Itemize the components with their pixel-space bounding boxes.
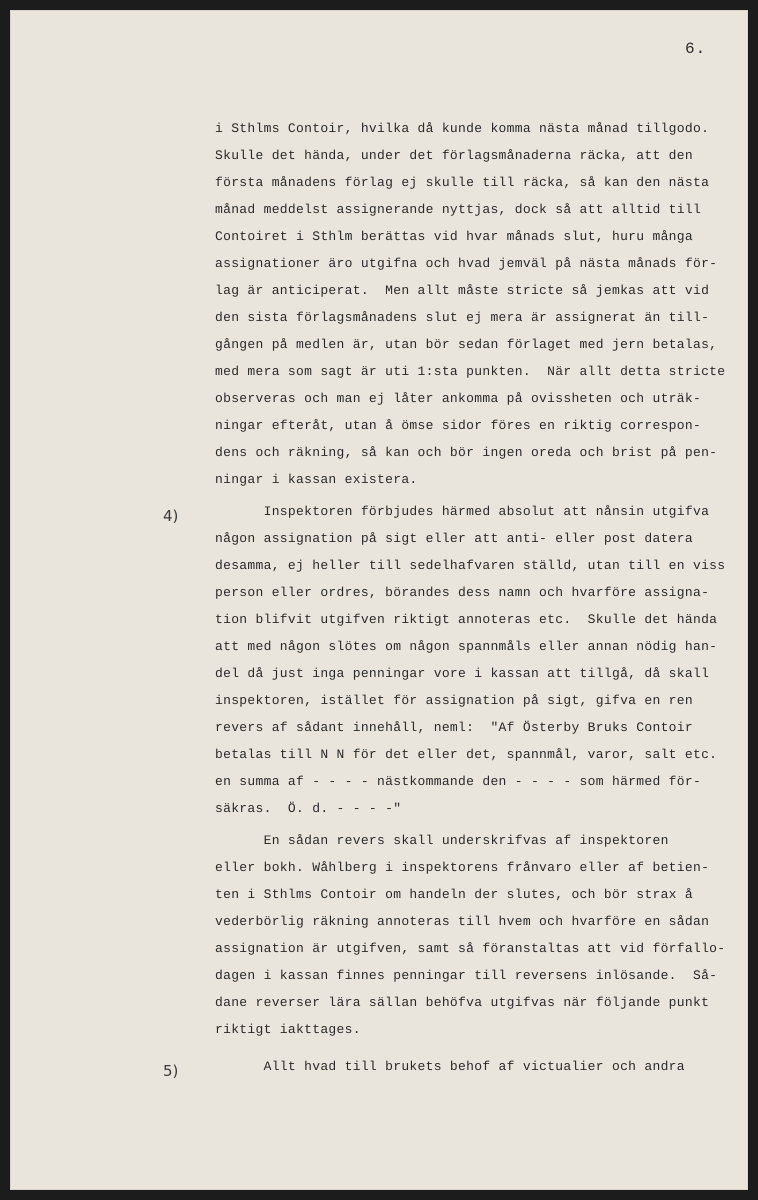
text-line: assignationer äro utgifna och hvad jemväl på nästa månads för- [215, 256, 718, 271]
text-line: att med någon slötes om någon spannmåls eller annan nödig han- [215, 639, 718, 654]
text-line: assignation är utgifven, samt så föranstaltas att vid förfallo- [215, 941, 726, 956]
text-line: någon assignation på sigt eller att anti- eller post datera [215, 531, 693, 546]
text-line: säkras. Ö. d. - - - -" [215, 801, 402, 816]
text-line: person eller ordres, börandes dess namn och hvarföre assigna- [215, 585, 710, 600]
text-line: inspektoren, istället för assignation på sigt, gifva en ren [215, 693, 693, 708]
text-line: eller bokh. Wåhlberg i inspektorens frånvaro eller af betien- [215, 860, 710, 875]
text-line: desamma, ej heller till sedelhafvaren ställd, utan till en viss [215, 558, 726, 573]
text-line: Inspektoren förbjudes härmed absolut att nånsin utgifva [215, 504, 710, 519]
margin-number-4: 4) [163, 507, 179, 525]
text-line: med mera som sagt är uti 1:sta punkten. När allt detta stricte [215, 364, 726, 379]
text-line: ningar efteråt, utan å ömse sidor föres en riktig correspon- [215, 418, 702, 433]
text-line: del då just inga penningar vore i kassan att tillgå, då skall [215, 666, 710, 681]
text-line: En sådan revers skall underskrifvas af inspektoren [215, 833, 669, 848]
text-line: betalas till N N för det eller det, spannmål, varor, salt etc. [215, 747, 718, 762]
text-line: revers af sådant innehåll, neml: "Af Österby Bruks Contoir [215, 720, 693, 735]
text-line: tion blifvit utgifven riktigt annoteras etc. Skulle det hända [215, 612, 718, 627]
text-line: Skulle det hända, under det förlagsmånaderna räcka, att den [215, 148, 693, 163]
text-line: den sista förlagsmånadens slut ej mera är assignerat än till- [215, 310, 710, 325]
text-line: dens och räkning, så kan och bör ingen oreda och brist på pen- [215, 445, 718, 460]
text-line: Contoiret i Sthlm berättas vid hvar månads slut, huru många [215, 229, 693, 244]
text-line: observeras och man ej låter ankomma på ovissheten och uträk- [215, 391, 702, 406]
text-line: vederbörlig räkning annoteras till hvem och hvarföre en sådan [215, 914, 710, 929]
page-number: 6. [685, 40, 707, 58]
text-line: ten i Sthlms Contoir om handeln der slutes, och bör strax å [215, 887, 693, 902]
text-line: en summa af - - - - nästkommande den - - - - som härmed för- [215, 774, 702, 789]
text-line: ningar i kassan existera. [215, 472, 418, 487]
margin-number-5: 5) [163, 1062, 179, 1080]
text-line: månad meddelst assignerande nyttjas, dock så att alltid till [215, 202, 702, 217]
text-line: lag är anticiperat. Men allt måste stricte så jemkas att vid [215, 283, 710, 298]
text-line: gången på medlen är, utan bör sedan förlaget med jern betalas, [215, 337, 718, 352]
text-line: dane reverser lära sällan behöfva utgifvas när följande punkt [215, 995, 710, 1010]
text-line: första månadens förlag ej skulle till räcka, så kan den nästa [215, 175, 710, 190]
text-line: dagen i kassan finnes penningar till reversens inlösande. Så- [215, 968, 718, 983]
text-line: riktigt iakttages. [215, 1022, 361, 1037]
document-page [10, 10, 748, 1190]
text-line: i Sthlms Contoir, hvilka då kunde komma nästa månad tillgodo. [215, 121, 710, 136]
text-line: Allt hvad till brukets behof af victualier och andra [215, 1059, 685, 1074]
